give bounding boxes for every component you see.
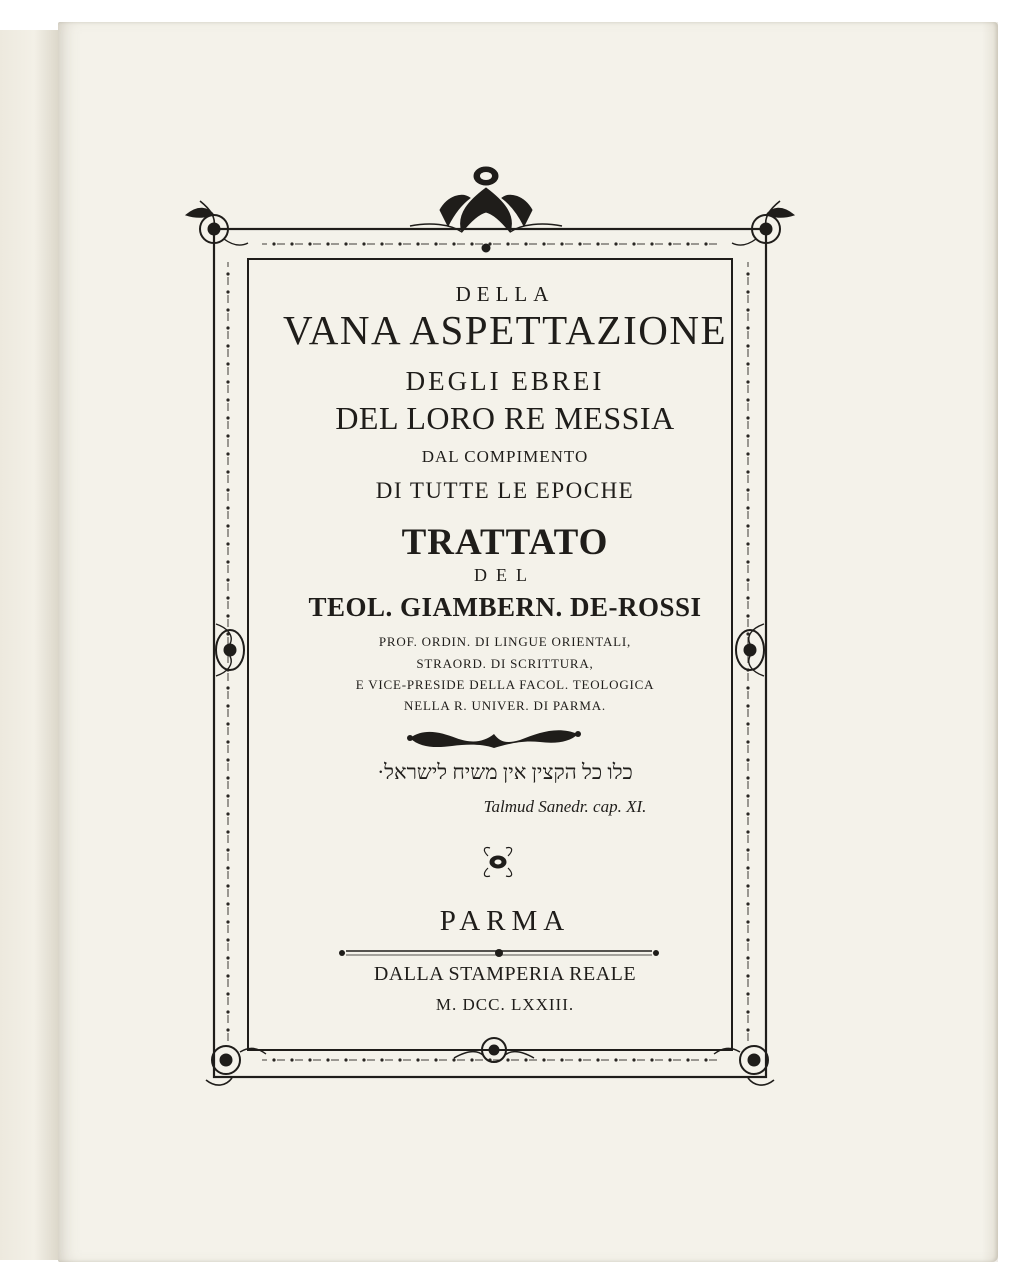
epigraph-source: Talmud Sanedr. cap. XI. xyxy=(483,797,647,816)
epigraph-hebrew-text: כלו כל הקצין אין משיח לישראל· xyxy=(377,760,633,784)
imprint-place: PARMA xyxy=(439,905,571,937)
title-line-dal-compimento: DAL COMPIMENTO xyxy=(421,447,589,466)
author-name: TEOL. GIAMBERN. DE-ROSSI xyxy=(308,592,702,622)
title-line-di-tutte-le-epoche: DI TUTTE LE EPOCHE xyxy=(375,478,635,503)
author-title-straord: STRAORD. DI SCRITTURA, xyxy=(416,656,594,671)
imprint-printer: DALLA STAMPERIA REALE xyxy=(373,963,637,985)
author-title-prof: PROF. ORDIN. DI LINGUE ORIENTALI, xyxy=(378,634,632,649)
title-line-del-loro-re-messia: DEL LORO RE MESSIA xyxy=(335,400,675,436)
author-title-university: NELLA R. UNIVER. DI PARMA. xyxy=(404,698,606,713)
imprint-year: M. DCC. LXXIII. xyxy=(435,995,575,1014)
title-line-della: DELLA xyxy=(455,282,555,306)
title-line-del: DEL xyxy=(474,565,536,585)
facing-page-edge xyxy=(0,30,63,1260)
title-line-trattato: TRATTATO xyxy=(401,522,609,563)
epigraph-hebrew xyxy=(250,760,760,785)
title-line-vana-aspettazione: VANA ASPETTAZIONE xyxy=(282,307,727,353)
title-text-block xyxy=(250,0,760,1280)
title-line-degli-ebrei: DEGLI EBREI xyxy=(405,366,605,396)
author-title-vice-preside: E VICE-PRESIDE DELLA FACOL. TEOLOGICA xyxy=(355,677,655,692)
page-edge-shadow xyxy=(982,22,998,1262)
